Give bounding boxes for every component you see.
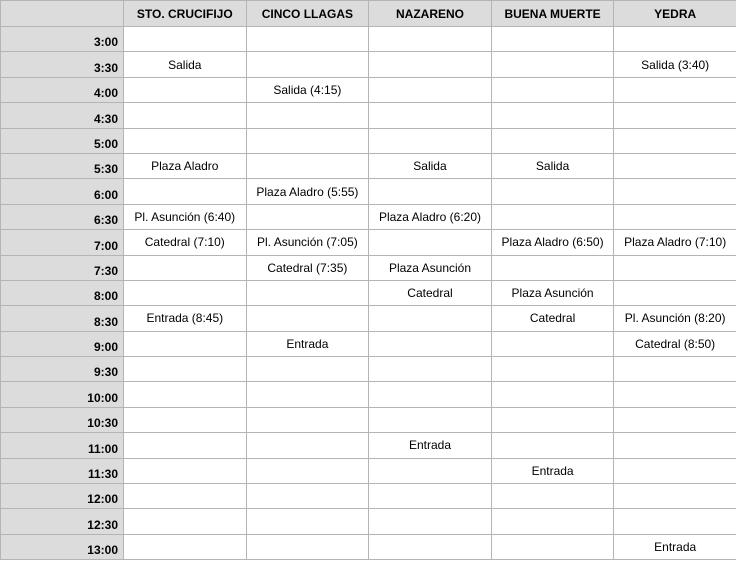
table-row [1,230,736,255]
schedule-cell: Salida [124,52,247,77]
schedule-cell [491,255,614,280]
table-row [1,103,736,128]
schedule-cell [246,407,369,432]
schedule-cell [491,357,614,382]
schedule-cell [369,77,492,102]
table-row [1,382,736,407]
schedule-cell [369,407,492,432]
time-label: 9:00 [1,331,124,356]
schedule-cell [369,27,492,52]
schedule-cell [246,153,369,178]
schedule-cell [614,407,736,432]
schedule-cell [614,458,736,483]
schedule-cell [246,458,369,483]
schedule-cell [614,103,736,128]
header-row [1,1,736,27]
schedule-cell: Entrada (8:45) [124,306,247,331]
schedule-cell [246,27,369,52]
table-row [1,153,736,178]
time-label: 5:00 [1,128,124,153]
schedule-cell: Salida [369,153,492,178]
schedule-cell [614,357,736,382]
schedule-cell: Pl. Asunción (7:05) [246,230,369,255]
time-label: 12:00 [1,484,124,509]
schedule-cell [614,484,736,509]
schedule-cell: Catedral (7:10) [124,230,247,255]
schedule-cell [369,534,492,559]
schedule-cell [124,433,247,458]
schedule-cell: Plaza Asunción [369,255,492,280]
time-label: 8:00 [1,280,124,305]
schedule-cell: Catedral [491,306,614,331]
schedule-cell [369,357,492,382]
schedule-cell: Entrada [491,458,614,483]
schedule-cell [246,128,369,153]
time-label: 7:00 [1,230,124,255]
table-row [1,407,736,432]
schedule-cell: Catedral (8:50) [614,331,736,356]
schedule-cell: Entrada [369,433,492,458]
time-label: 7:30 [1,255,124,280]
column-header-buena-muerte: BUENA MUERTE [491,1,614,27]
schedule-cell [491,204,614,229]
table-row [1,128,736,153]
time-label: 6:30 [1,204,124,229]
schedule-cell [124,534,247,559]
table-row [1,77,736,102]
schedule-cell [124,103,247,128]
schedule-cell [491,331,614,356]
schedule-cell [614,280,736,305]
schedule-cell: Salida (4:15) [246,77,369,102]
table-row [1,509,736,534]
schedule-cell [124,27,247,52]
schedule-cell [246,103,369,128]
time-label: 10:30 [1,407,124,432]
schedule-cell [369,382,492,407]
table-row [1,534,736,559]
schedule-cell: Plaza Asunción [491,280,614,305]
schedule-cell [369,306,492,331]
table-row [1,433,736,458]
time-label: 8:30 [1,306,124,331]
schedule-cell [124,331,247,356]
schedule-cell [491,382,614,407]
schedule-cell: Pl. Asunción (8:20) [614,306,736,331]
time-label: 6:00 [1,179,124,204]
time-label: 5:30 [1,153,124,178]
schedule-cell: Pl. Asunción (6:40) [124,204,247,229]
table-row [1,27,736,52]
time-label: 11:30 [1,458,124,483]
schedule-cell: Plaza Aladro (5:55) [246,179,369,204]
schedule-cell: Plaza Aladro (6:20) [369,204,492,229]
table-row [1,255,736,280]
schedule-cell [369,509,492,534]
schedule-cell: Salida (3:40) [614,52,736,77]
schedule-cell [246,433,369,458]
time-label: 13:00 [1,534,124,559]
schedule-cell: Plaza Aladro [124,153,247,178]
schedule-cell: Plaza Aladro (7:10) [614,230,736,255]
schedule-cell [491,52,614,77]
schedule-cell [491,103,614,128]
table-row [1,331,736,356]
table-row [1,306,736,331]
column-header-nazareno: NAZARENO [369,1,492,27]
schedule-cell [369,52,492,77]
schedule-cell [124,407,247,432]
table-row [1,204,736,229]
schedule-cell [491,77,614,102]
schedule-cell: Catedral [369,280,492,305]
schedule-cell [369,331,492,356]
schedule-cell [124,382,247,407]
schedule-cell [491,128,614,153]
schedule-cell [369,179,492,204]
schedule-cell: Entrada [246,331,369,356]
column-header-cinco-llagas: CINCO LLAGAS [246,1,369,27]
schedule-cell [124,255,247,280]
schedule-cell [614,433,736,458]
schedule-cell [369,484,492,509]
schedule-cell [614,27,736,52]
column-header-yedra: YEDRA [614,1,736,27]
schedule-cell [491,509,614,534]
table-row [1,357,736,382]
schedule-cell [246,484,369,509]
schedule-cell [246,509,369,534]
schedule-cell: Entrada [614,534,736,559]
schedule-cell [124,357,247,382]
table-row [1,280,736,305]
schedule-cell [614,255,736,280]
schedule-cell [124,458,247,483]
schedule-cell [124,77,247,102]
schedule-cell [246,534,369,559]
schedule-cell [246,52,369,77]
schedule-cell [491,179,614,204]
time-label: 4:30 [1,103,124,128]
schedule-cell [614,179,736,204]
table-row [1,458,736,483]
schedule-cell [369,128,492,153]
table-row [1,52,736,77]
schedule-cell [246,204,369,229]
schedule-cell: Plaza Aladro (6:50) [491,230,614,255]
schedule-cell [124,280,247,305]
time-label: 3:30 [1,52,124,77]
schedule-cell: Catedral (7:35) [246,255,369,280]
schedule-cell: Salida [491,153,614,178]
time-label: 3:00 [1,27,124,52]
schedule-cell [246,306,369,331]
time-label: 12:30 [1,509,124,534]
schedule-cell [246,382,369,407]
schedule-cell [124,128,247,153]
schedule-cell [614,128,736,153]
column-header-sto-crucifijo: STO. CRUCIFIJO [124,1,247,27]
schedule-cell [124,179,247,204]
schedule-cell [491,407,614,432]
schedule-cell [369,103,492,128]
time-label: 10:00 [1,382,124,407]
schedule-body [1,27,736,560]
schedule-cell [124,509,247,534]
time-label: 11:00 [1,433,124,458]
table-row [1,484,736,509]
schedule-cell [491,484,614,509]
schedule-cell [246,280,369,305]
schedule-cell [369,230,492,255]
schedule-cell [614,382,736,407]
schedule-cell [124,484,247,509]
schedule-cell [614,509,736,534]
schedule-cell [491,27,614,52]
schedule-cell [491,433,614,458]
table-row [1,179,736,204]
schedule-cell [491,534,614,559]
time-label: 4:00 [1,77,124,102]
schedule-cell [369,458,492,483]
time-label: 9:30 [1,357,124,382]
schedule-cell [614,204,736,229]
corner-cell [1,1,124,27]
schedule-cell [246,357,369,382]
schedule-cell [614,77,736,102]
schedule-cell [614,153,736,178]
schedule-header [1,1,736,27]
